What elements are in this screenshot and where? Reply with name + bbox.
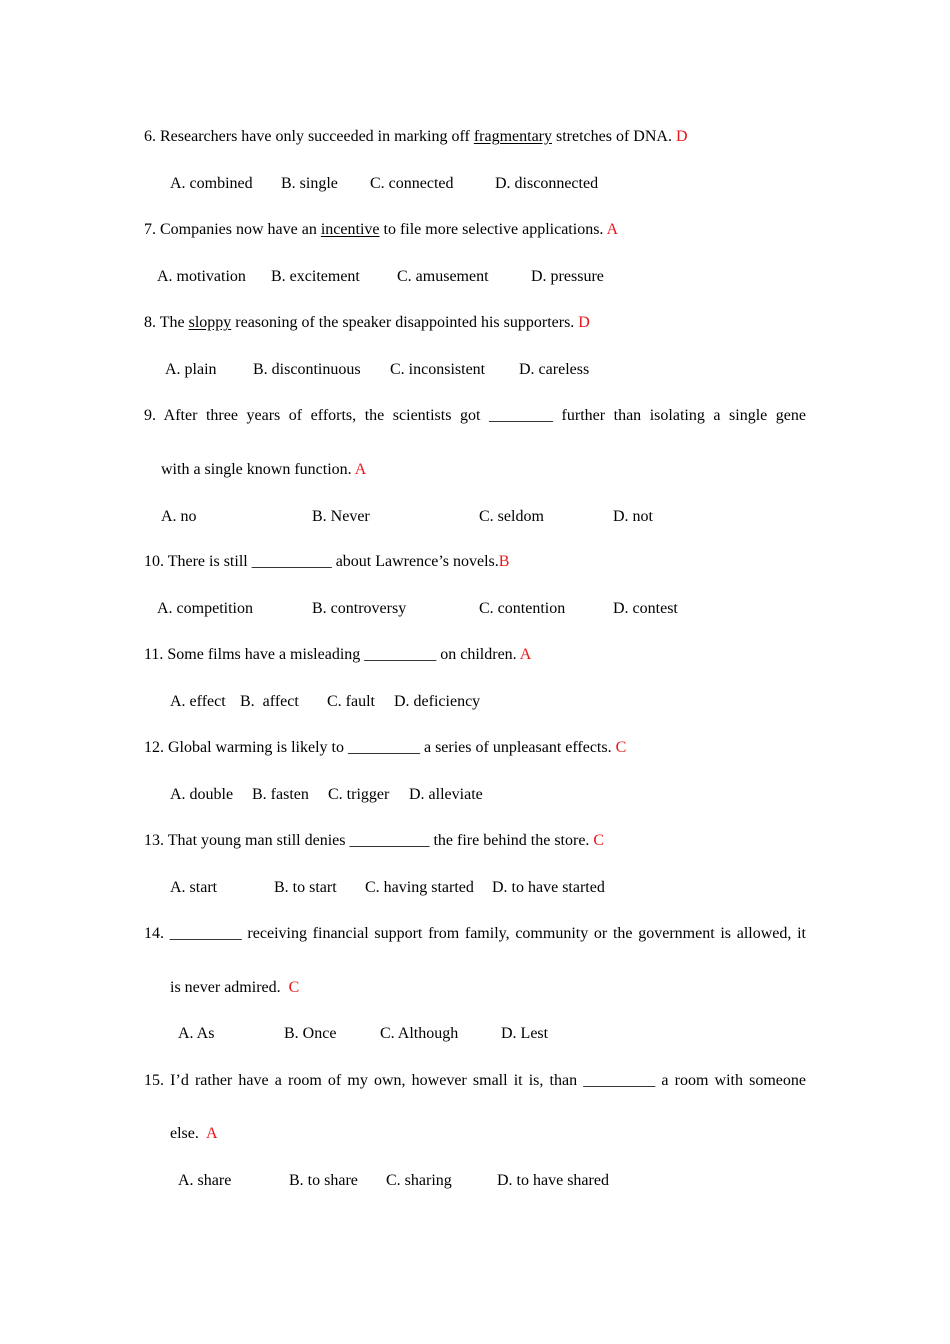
option-b: B. Once [284, 1025, 337, 1042]
option-a: A. motivation [157, 268, 246, 285]
question-7 [144, 220, 618, 240]
option-c: C. inconsistent [390, 361, 486, 378]
question-text: There is still __________ about Lawrence’s novels. [167, 553, 499, 570]
option-b: B. to share [289, 1172, 358, 1189]
question-13 [144, 831, 604, 851]
option-a: A. share [178, 1172, 232, 1189]
question-14 [144, 924, 806, 944]
question-8 [144, 313, 590, 333]
question-text: That young man still denies __________ the fire behind the store. [167, 832, 594, 849]
option-d: D. disconnected [495, 175, 599, 192]
answer-key: A [606, 221, 619, 238]
question-9-continued [161, 460, 366, 480]
question-10 [144, 552, 509, 572]
answer-key: A [206, 1125, 218, 1142]
question-text: stretches of DNA. [552, 128, 676, 145]
question-number: 7. [144, 221, 156, 238]
question-6 [144, 127, 688, 147]
question-text: with a single known function. [161, 461, 355, 478]
question-text: is never admired. [170, 979, 289, 996]
option-a: A. As [178, 1025, 215, 1042]
question-9 [144, 406, 806, 426]
option-a: A. combined [170, 175, 253, 192]
answer-key: C [615, 739, 627, 756]
question-text: I’d rather have a room of my own, however small it is, than _________ a room with someone [170, 1072, 807, 1089]
question-15-continued [170, 1124, 218, 1144]
answer-key: B [498, 553, 510, 570]
answer-key: C [288, 979, 300, 996]
question-text: After three years of efforts, the scientists got ________ further than isolating a single gene [163, 407, 806, 424]
option-c: C. amusement [397, 268, 489, 285]
option-d: D. pressure [531, 268, 604, 285]
question-number: 10. [144, 553, 164, 570]
option-d: D. deficiency [394, 693, 481, 710]
option-b: B. discontinuous [253, 361, 361, 378]
option-d: D. not [613, 508, 653, 525]
option-d: D. to have shared [497, 1172, 609, 1189]
option-b: B. Never [312, 508, 370, 525]
option-b: B. affect [240, 693, 299, 710]
option-c: C. sharing [386, 1172, 452, 1189]
option-c: C. trigger [328, 786, 390, 803]
question-text: Researchers have only succeeded in marking off [160, 128, 474, 145]
question-text: Some films have a misleading _________ on children. [167, 646, 520, 663]
question-11 [144, 645, 531, 665]
question-text: to file more selective applications. [379, 221, 607, 238]
option-b: B. controversy [312, 600, 407, 617]
question-number: 9. [144, 407, 156, 424]
answer-key: A [354, 461, 367, 478]
question-number: 15. [144, 1072, 164, 1089]
option-a: A. no [161, 508, 197, 525]
question-text: reasoning of the speaker disappointed his supporters. [231, 314, 579, 331]
option-b: B. excitement [271, 268, 360, 285]
question-text: The [159, 314, 189, 331]
option-c: C. Although [380, 1025, 459, 1042]
answer-key: D [675, 128, 688, 145]
option-d: D. contest [613, 600, 678, 617]
question-text: Global warming is likely to _________ a series of unpleasant effects. [168, 739, 616, 756]
question-15 [144, 1071, 806, 1091]
question-14-continued [170, 978, 299, 998]
answer-key: C [593, 832, 605, 849]
option-a: A. competition [157, 600, 253, 617]
option-b: B. fasten [252, 786, 309, 803]
question-text: else. [170, 1125, 206, 1142]
option-a: A. double [170, 786, 234, 803]
answer-key: D [578, 314, 590, 331]
question-text: _________ receiving financial support from family, community or the government is allowed, it [169, 925, 806, 942]
question-number: 11. [144, 646, 164, 663]
underlined-word: sloppy [188, 314, 232, 331]
option-a: A. plain [165, 361, 217, 378]
option-a: A. start [170, 879, 218, 896]
option-a: A. effect [170, 693, 226, 710]
question-number: 6. [144, 128, 156, 145]
option-c: C. contention [479, 600, 566, 617]
option-c: C. connected [370, 175, 454, 192]
option-b: B. single [281, 175, 338, 192]
option-d: D. to have started [492, 879, 605, 896]
option-d: D. Lest [501, 1025, 549, 1042]
question-text: Companies now have an [160, 221, 321, 238]
answer-key: A [519, 646, 532, 663]
question-number: 14. [144, 925, 164, 942]
option-c: C. seldom [479, 508, 544, 525]
underlined-word: fragmentary [473, 128, 552, 145]
option-b: B. to start [274, 879, 337, 896]
question-number: 8. [144, 314, 156, 331]
option-c: C. having started [365, 879, 474, 896]
option-d: D. careless [519, 361, 590, 378]
option-d: D. alleviate [409, 786, 483, 803]
question-12 [144, 738, 626, 758]
question-number: 12. [144, 739, 164, 756]
question-number: 13. [144, 832, 164, 849]
underlined-word: incentive [320, 221, 380, 238]
option-c: C. fault [327, 693, 375, 710]
